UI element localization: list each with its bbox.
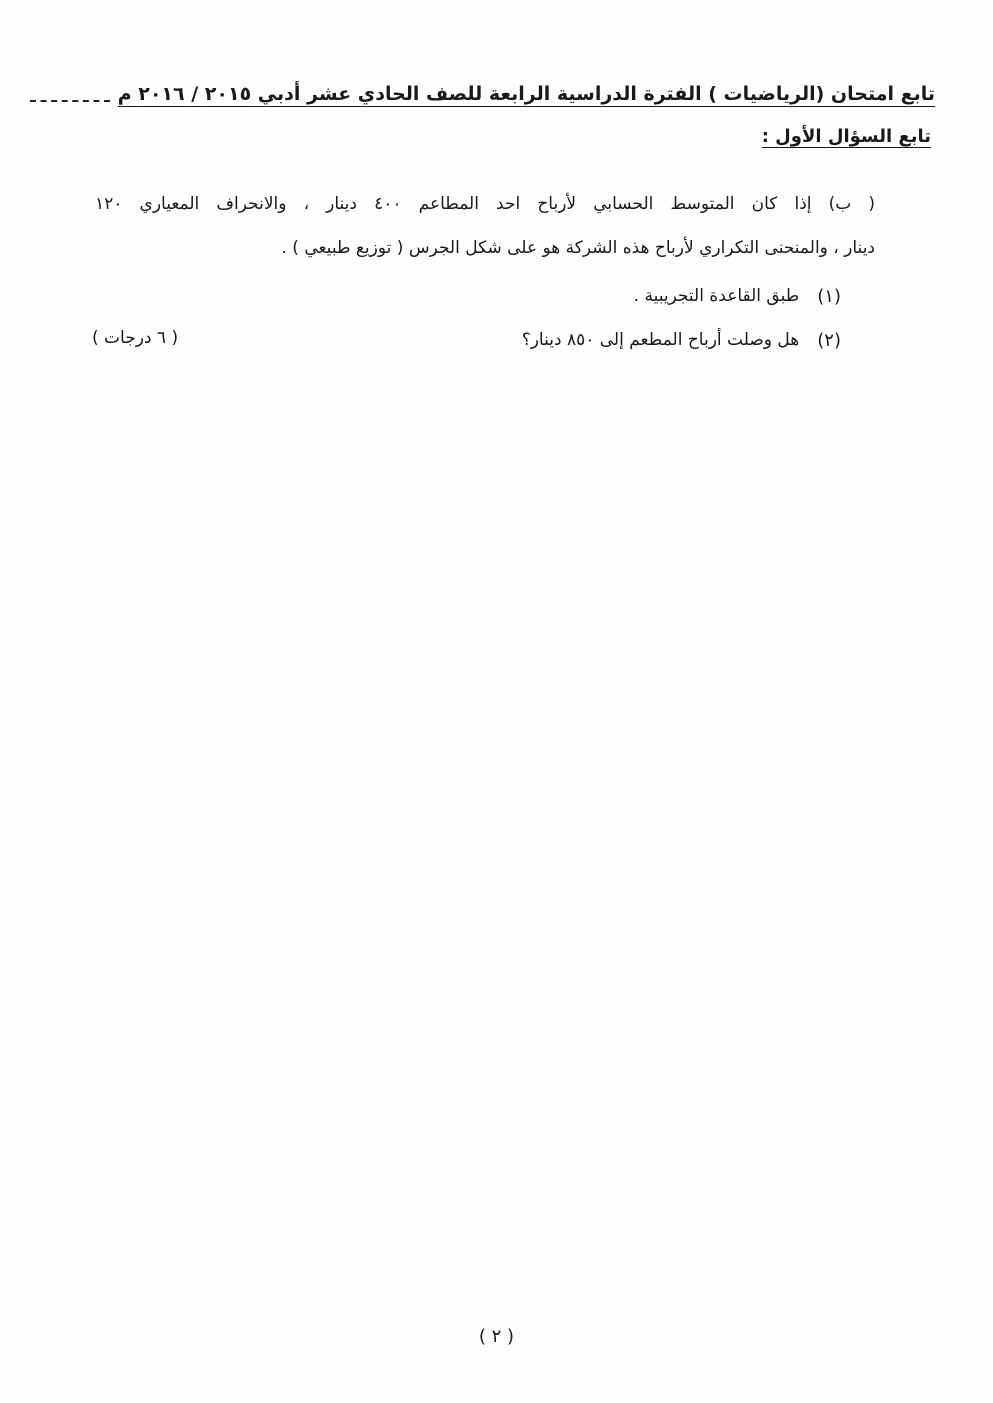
- question-line: دينار ، والمنحنى التكراري لأرباح هذه الشركة هو على شكل الجرس ( توزيع طبيعي ) .: [281, 238, 875, 258]
- question-marks: ( ٦ درجات ): [92, 328, 179, 348]
- sub-question-text: هل وصلت أرباح المطعم إلى ٨٥٠ دينار؟: [521, 330, 800, 350]
- sub-question-number: (١): [817, 286, 841, 307]
- sub-question-1: [634, 286, 841, 307]
- question-text: [95, 190, 875, 278]
- sub-question-number: (٢): [817, 330, 841, 351]
- section-title: تابع السؤال الأول :: [761, 126, 931, 147]
- page-number: ( ٢ ): [478, 1326, 515, 1347]
- exam-header: [30, 70, 935, 106]
- sub-question-text: طبق القاعدة التجريبية .: [633, 286, 800, 306]
- header-dashed-line: [30, 100, 110, 102]
- sub-question-2: [522, 330, 841, 351]
- exam-header-title: تابع امتحان (الرياضيات ) الفترة الدراسية الرابعة للصف الحادي عشر أدبي ٢٠١٥ / ٢٠١٦ م: [117, 83, 935, 105]
- question-line: ( ب) إذا كان المتوسط الحسابي لأرباح احد المطاعم ٤٠٠ دينار ، والانحراف المعياري ١٢٠: [95, 194, 875, 214]
